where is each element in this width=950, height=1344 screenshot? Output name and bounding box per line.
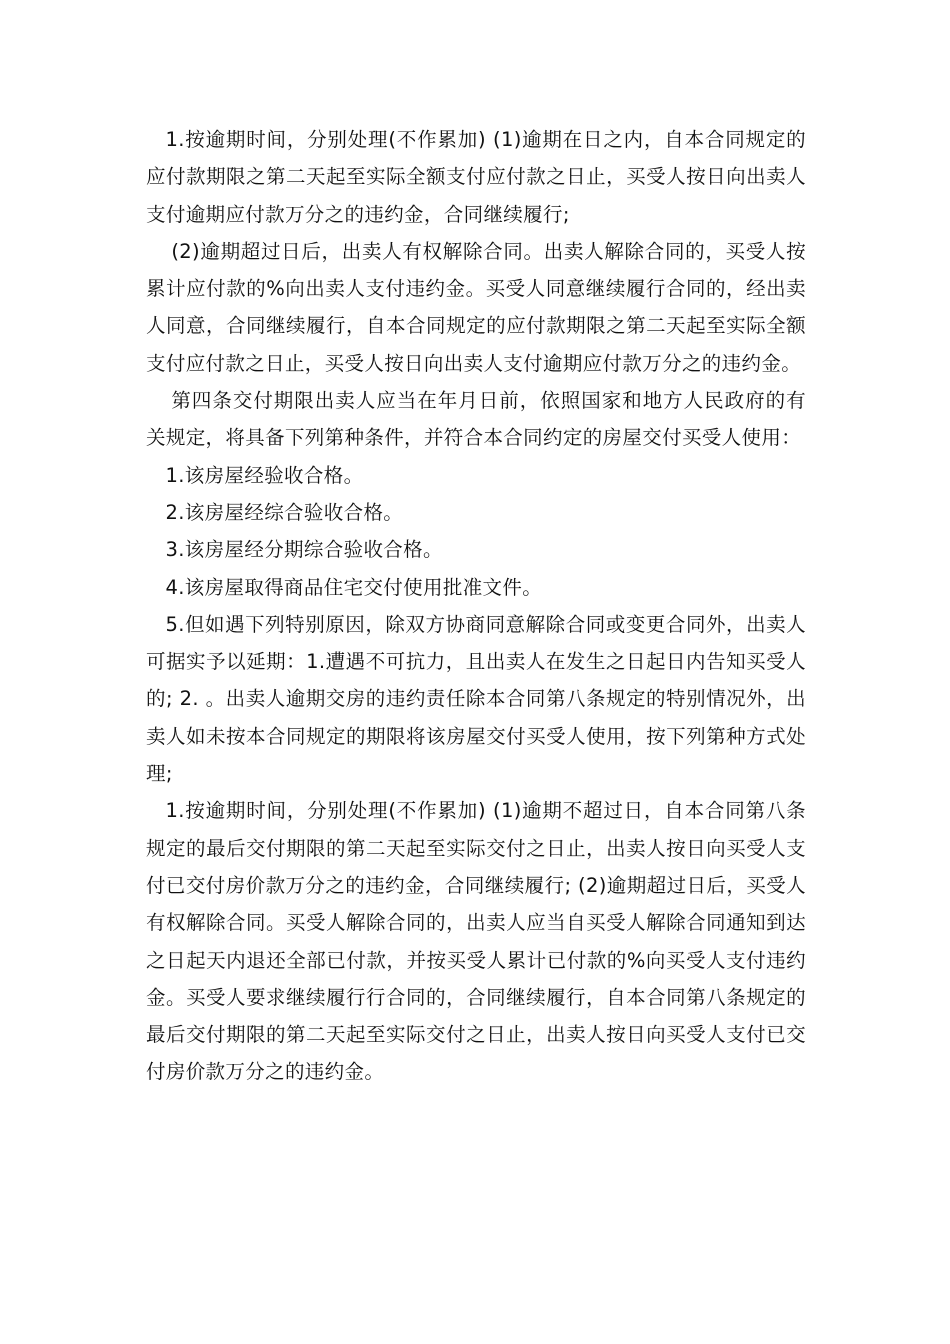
paragraph-condition-3: 3.该房屋经分期综合验收合格。 bbox=[165, 538, 443, 562]
paragraph-payment-overdue-2: (2)逾期超过日后，出卖人有权解除合同。出卖人解除合同的，买受人按累计应付款的%向出卖人支付违约金。买受人同意继续履行合同的，经出卖人同意，合同继续履行，自本合同规定的应付款期限之第二天起至实际全额支付应付款之日止，买受人按日向出卖人支付逾期应付款万分之的违约金。 bbox=[146, 239, 806, 375]
paragraph-article-4-delivery-term: 第四条交付期限出卖人应当在年月日前，依照国家和地方人民政府的有关规定，将具备下列第种条件，并符合本合同约定的房屋交付买受人使用： bbox=[146, 389, 806, 450]
paragraph-condition-5-extension: 5.但如遇下列特别原因，除双方协商同意解除合同或变更合同外，出卖人可据实予以延期：1.遭遇不可抗力，且出卖人在发生之日起日内告知买受人的; 2. 。出卖人逾期交房的违约责任除本合同第八条规定的特别情况外，出卖人如未按本合同规定的期限将该房屋交付买受人使用，按下列第种方式处理; bbox=[146, 612, 806, 786]
document-body bbox=[146, 121, 806, 1091]
paragraph-condition-4: 4.该房屋取得商品住宅交付使用批准文件。 bbox=[165, 575, 543, 599]
paragraph-condition-2: 2.该房屋经综合验收合格。 bbox=[165, 500, 404, 524]
paragraph-condition-1: 1.该房屋经验收合格。 bbox=[165, 463, 364, 487]
paragraph-payment-overdue-1: 1.按逾期时间，分别处理(不作累加) (1)逾期在日之内，自本合同规定的应付款期限之第二天起至实际全额支付应付款之日止，买受人按日向出卖人支付逾期应付款万分之的违约金，合同继续履行; bbox=[146, 128, 806, 226]
paragraph-delivery-overdue: 1.按逾期时间，分别处理(不作累加) (1)逾期不超过日，自本合同第八条规定的最后交付期限的第二天起至实际交付之日止，出卖人按日向买受人支付已交付房价款万分之的违约金，合同继续履行; (2)逾期超过日后，买受人有权解除合同。买受人解除合同的，出卖人应当自买受人解除合同通知到达之日起天内退还全部已付款，并按买受人累计已付款的%向买受人支付违约金。买受人要求继续履行行合同的，合同继续履行，自本合同第八条规定的最后交付期限的第二天起至实际交付之日止，出卖人按日向买受人支付已交付房价款万分之的违约金。 bbox=[146, 799, 806, 1084]
